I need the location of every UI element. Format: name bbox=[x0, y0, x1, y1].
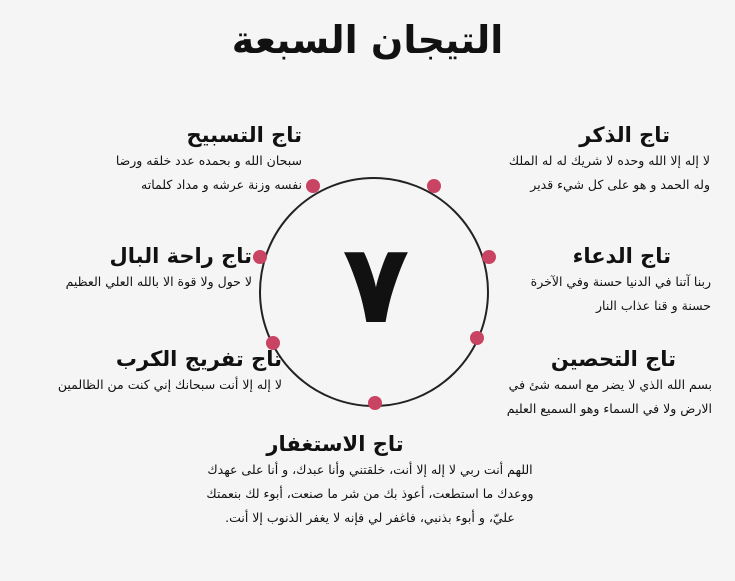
crown-tasbih bbox=[40, 121, 302, 197]
crown-istighfar-title: تاج الاستغفار bbox=[266, 432, 404, 456]
crown-tahseen-title: تاج التحصين bbox=[550, 347, 676, 371]
crown-dua-line-2: حسنة و قنا عذاب النار bbox=[596, 298, 711, 313]
page-title: التيجان السبعة bbox=[231, 18, 504, 62]
crown-dua-line-1: ربنا آتنا في الدنيا حسنة وفي الآخرة bbox=[530, 274, 711, 289]
crown-tasbih-line-2: نفسه وزنة عرشه و مداد كلماته bbox=[141, 177, 302, 192]
crown-tasbih-title: تاج التسبيح bbox=[186, 123, 302, 147]
crown-karb-title: تاج تفريج الكرب bbox=[115, 347, 282, 371]
crown-dhikr-line-1: لا إله إلا الله وحده لا شريك له له الملك bbox=[508, 153, 710, 168]
dot-raha bbox=[253, 250, 267, 264]
crown-tahseen-line-2: الارض ولا في السماء وهو السميع العليم bbox=[506, 401, 712, 416]
crown-karb bbox=[20, 345, 282, 397]
dot-dhikr bbox=[427, 179, 441, 193]
crown-istighfar-line-2: ووعدك ما استطعت، أعوذ بك من شر ما صنعت، أبوء لك بنعمتك bbox=[206, 486, 534, 501]
crown-tahseen bbox=[470, 345, 712, 421]
crown-dhikr-line-2: وله الحمد و هو على كل شيء قدير bbox=[530, 177, 710, 192]
crown-tahseen-line-1: بسم الله الذي لا يضر مع اسمه شئ في bbox=[508, 377, 712, 392]
crown-raha-title: تاج راحة البال bbox=[109, 244, 252, 268]
center-numeral: ٧ bbox=[342, 220, 410, 348]
crown-istighfar-line-3: عليّ، و أبوء بذنبي، فاغفر لي فإنه لا يغفر الذنوب إلا أنت. bbox=[225, 510, 515, 525]
dot-tasbih bbox=[306, 179, 320, 193]
crown-raha bbox=[30, 242, 252, 294]
crown-tasbih-line-1: سبحان الله و بحمده عدد خلقه ورضا bbox=[115, 153, 302, 168]
crown-dhikr bbox=[440, 121, 710, 197]
crown-dua bbox=[485, 242, 711, 318]
crown-dhikr-title: تاج الذكر bbox=[579, 123, 670, 147]
dot-tahseen bbox=[470, 331, 484, 345]
crown-istighfar-line-1: اللهم أنت ربي لا إله إلا أنت، خلقتني وأنا عبدك، و أنا على عهدك bbox=[207, 462, 533, 477]
crown-karb-line-1: لا إله إلا أنت سبحانك إني كنت من الظالمين bbox=[57, 377, 282, 392]
dot-istighfar bbox=[368, 396, 382, 410]
crown-raha-line-1: لا حول ولا قوة الا بالله العلي العظيم bbox=[65, 274, 252, 289]
crown-istighfar bbox=[180, 430, 560, 530]
crown-dua-title: تاج الدعاء bbox=[572, 244, 671, 268]
